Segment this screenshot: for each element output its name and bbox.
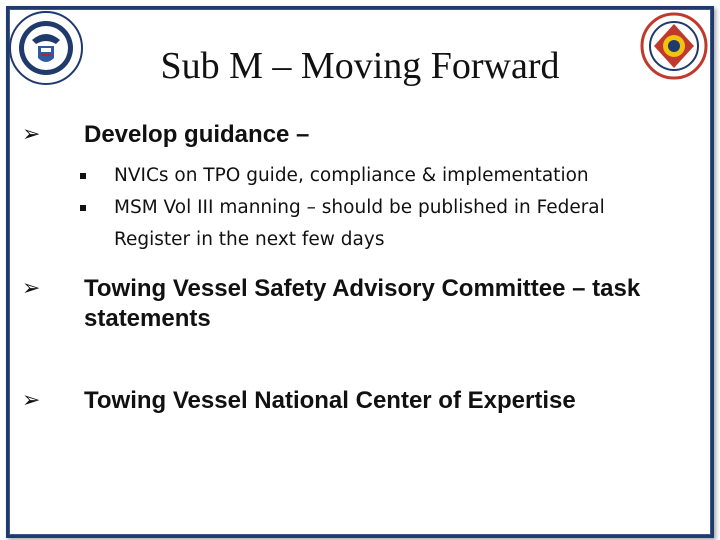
bullet-text: Develop guidance – [84, 121, 310, 148]
bullet-list [18, 120, 708, 416]
sub-bullet-list [18, 160, 708, 256]
square-bullet-icon [80, 205, 86, 211]
sub-bullet-item [74, 160, 708, 192]
bullet-item [18, 274, 684, 334]
bullet-item [18, 120, 708, 150]
page-title: Sub M – Moving Forward [160, 45, 560, 87]
arrow-bullet-icon: ➢ [22, 388, 41, 413]
square-bullet-icon [80, 173, 86, 179]
arrow-bullet-icon: ➢ [22, 276, 41, 301]
sub-bullet-text: MSM Vol III manning – should be published in Federal Register in the next few days [114, 197, 605, 250]
arrow-bullet-icon: ➢ [22, 122, 41, 147]
bullet-item [18, 386, 708, 416]
bullet-text: Towing Vessel National Center of Expertise [84, 387, 576, 414]
bullet-text: Towing Vessel Safety Advisory Committee – task statements [84, 275, 641, 332]
sub-bullet-item [74, 192, 654, 256]
sub-bullet-text: NVICs on TPO guide, compliance & implementation [114, 165, 589, 186]
